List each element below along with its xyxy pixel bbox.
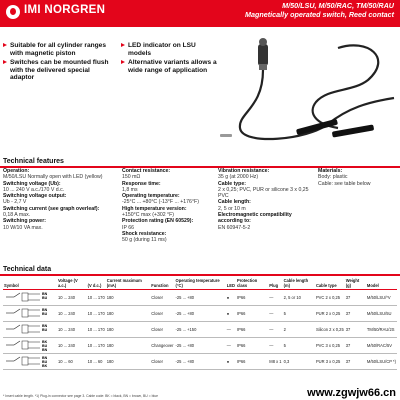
table-cell-model: M/50/RAC/5V <box>366 338 397 354</box>
table-cell-led: ● <box>226 290 236 306</box>
table-cell-vdc: 10 ... 60 <box>87 354 106 370</box>
reed-switch-symbol-icon <box>4 354 54 368</box>
feature-label: Materials: <box>318 168 343 174</box>
table-cell-len: 0,3 <box>283 354 315 370</box>
table-cell-led: — <box>226 322 236 338</box>
table-cell-wt: 37 <box>345 354 366 370</box>
feature-value: Cable: see table below <box>318 180 371 187</box>
feature-value: 35 g (at 2000 Hz) <box>218 174 259 181</box>
features-column-3 <box>218 168 314 231</box>
table-cell-ip: IP66 <box>236 338 268 354</box>
column-header: Current maximum (mA) <box>106 278 150 290</box>
section-divider <box>0 274 400 276</box>
table-cell-type: PUR 3 x 0,25 <box>315 354 345 370</box>
table-row <box>3 354 397 370</box>
table-cell-vac: 10 ... 240 <box>57 322 87 338</box>
table-footnote: * Insert cable length. *1) Plug-in connector see page 3. Cable code: BK = black, BN = brown, BU = blue <box>3 394 159 398</box>
table-cell-vac: 10 ... 240 <box>57 290 87 306</box>
table-cell-temp: -25 ... +80 <box>175 354 226 370</box>
switch-symbol-cell <box>3 322 57 338</box>
column-header: (V d.c.) <box>87 278 106 290</box>
table-cell-model: TM/50/RAU/2S <box>366 322 397 338</box>
table-cell-plug: — <box>268 338 282 354</box>
feature-value: 10 W/10 VA max. <box>3 224 43 231</box>
feature-value: 10 ... 240 V a.c./170 V d.c. <box>3 186 65 193</box>
switch-symbol-cell <box>3 354 57 370</box>
wire-code-label: BN <box>42 348 48 353</box>
norgren-logo-icon <box>6 5 20 19</box>
column-header: Model <box>366 278 397 290</box>
feature-label: Operation: <box>3 168 30 174</box>
title-line-1: M/50/LSU, M/50/RAC, TM/50/RAU <box>282 1 394 10</box>
wire-code-label: BN <box>42 356 48 361</box>
table-cell-func: Closer <box>150 306 174 322</box>
reed-switch-symbol-icon <box>4 322 54 336</box>
table-cell-wt: 37 <box>345 306 366 322</box>
feature-label: Shock resistance: <box>122 230 167 237</box>
table-cell-func: Changeover <box>150 338 174 354</box>
bullet-item: LED indicator on LSU models <box>121 42 219 57</box>
feature-value: +150°C max (+302 °F) <box>122 212 175 219</box>
table-cell-wt: 37 <box>345 290 366 306</box>
feature-value: IP 66 <box>122 224 135 231</box>
table-cell-type: Silicon 2 x 0,25 <box>315 322 345 338</box>
table-cell-wt: 37 <box>345 322 366 338</box>
table-row <box>3 322 397 338</box>
title-line-2: Magnetically operated switch, Reed contact <box>245 10 394 19</box>
table-cell-plug: — <box>268 290 282 306</box>
bullet-item: Suitable for all cylinder ranges with magnetic piston <box>3 42 115 57</box>
features-column-4 <box>318 168 398 187</box>
header-bar <box>0 0 400 27</box>
column-header: Cable type <box>315 278 345 290</box>
table-cell-plug: M8 x 1 <box>268 354 282 370</box>
column-header: Symbol <box>3 278 57 290</box>
table-cell-plug: — <box>268 322 282 338</box>
feature-value: 2, 5 or 10 m <box>218 205 246 212</box>
reed-switch-symbol-icon <box>4 338 54 352</box>
feature-value: 150 mΩ <box>122 174 141 181</box>
table-cell-len: 2 <box>283 322 315 338</box>
feature-label: Protection rating (EN 60529): <box>122 218 194 225</box>
table-cell-type: PVC 2 x 0,25 <box>315 290 345 306</box>
table-cell-led: — <box>226 338 236 354</box>
column-header: Weight (g) <box>345 278 366 290</box>
adaptor-icon <box>220 134 232 137</box>
table-cell-model: M/50/LSU/5U <box>366 306 397 322</box>
feature-bullets-left <box>3 42 115 84</box>
table-cell-cur: 180 <box>106 338 150 354</box>
table-cell-ip: IP66 <box>236 322 268 338</box>
brand-name: IMI NORGREN <box>24 4 106 16</box>
feature-value: EN 60947-5-2 <box>218 224 251 231</box>
table-cell-led: ● <box>226 306 236 322</box>
wire-code-label: BN <box>42 292 48 297</box>
table-cell-cur: 180 <box>106 322 150 338</box>
features-column-1 <box>3 168 103 231</box>
bullet-item: Alternative variants allows a wide range of application <box>121 59 219 74</box>
table-cell-func: Closer <box>150 354 174 370</box>
table-cell-cur: 180 <box>106 306 150 322</box>
column-header: Protection class <box>236 278 268 290</box>
column-header: LED <box>226 278 236 290</box>
table-cell-func: Closer <box>150 290 174 306</box>
feature-bullets-right <box>121 42 219 76</box>
wire-code-label: BN <box>42 308 48 313</box>
feature-label: Cable length: <box>218 199 251 206</box>
table-row <box>3 290 397 306</box>
reed-switch-symbol-icon <box>4 290 54 304</box>
table-cell-temp: -25 ... +80 <box>175 338 226 354</box>
reed-switch-product-image <box>218 28 400 158</box>
feature-value: 1,8 ms <box>122 186 138 193</box>
wire-code-label: BU <box>42 360 48 365</box>
wire-code-label: BU <box>42 296 48 301</box>
table-cell-ip: IP66 <box>236 354 268 370</box>
features-column-2 <box>122 168 216 244</box>
table-cell-temp: -25 ... +150 <box>175 322 226 338</box>
feature-label: Contact resistance: <box>122 168 171 174</box>
table-cell-func: Closer <box>150 322 174 338</box>
feature-value: Body: plastic <box>318 174 348 181</box>
feature-label: High temperature version: <box>122 205 187 212</box>
feature-label: Cable type: <box>218 180 246 187</box>
table-cell-plug: — <box>268 306 282 322</box>
table-cell-len: 5 <box>283 306 315 322</box>
table-cell-len: 5 <box>283 338 315 354</box>
table-cell-model: M/50/LSU/*V <box>366 290 397 306</box>
bullet-item: Switches can be mounted flush with the delivered special adaptor <box>3 59 115 82</box>
wire-code-label: BU <box>42 344 48 349</box>
feature-label: Switching power: <box>3 218 46 225</box>
table-cell-cur: 180 <box>106 354 150 370</box>
table-cell-model: M/50/LSU/CP *) <box>366 354 397 370</box>
watermark: www.zgwjw66.cn <box>307 387 396 399</box>
table-cell-len: 2, 5 or 10 <box>283 290 315 306</box>
table-cell-vdc: 10 ... 170 <box>87 290 106 306</box>
technical-features-heading: Technical features <box>3 158 64 165</box>
table-cell-vac: 10 ... 240 <box>57 306 87 322</box>
table-cell-vdc: 10 ... 170 <box>87 322 106 338</box>
m8-connector-icon <box>258 38 268 70</box>
feature-value: 0,18 A max. <box>3 212 31 219</box>
technical-data-table <box>3 278 397 370</box>
table-row <box>3 306 397 322</box>
feature-label: Switching voltage (Ub): <box>3 180 61 187</box>
feature-label: Vibration resistance: <box>218 168 270 174</box>
wire-code-label: BN <box>42 324 48 329</box>
table-cell-vdc: 10 ... 170 <box>87 306 106 322</box>
switch-symbol-cell <box>3 290 57 306</box>
wire-code-label: BK <box>42 364 48 369</box>
feature-label: Electromagnetic compatibility according to: <box>218 212 292 225</box>
feature-value: 50 g (during 11 ms) <box>122 237 167 244</box>
switch-symbol-cell <box>3 306 57 322</box>
technical-data-heading: Technical data <box>3 266 52 273</box>
table-cell-ip: IP66 <box>236 290 268 306</box>
table-cell-cur: 180 <box>106 290 150 306</box>
feature-value: M/50/LSU Normally open with LED (yellow) <box>3 174 103 181</box>
column-header: Function <box>150 278 174 290</box>
feature-label: Switching current (see graph overleaf): <box>3 205 100 212</box>
feature-value: 2 x 0,25; PVC, PUR or silicone 3 x 0,25 PVC <box>218 186 309 200</box>
wire-code-label: BU <box>42 328 48 333</box>
table-cell-temp: -25 ... +80 <box>175 290 226 306</box>
table-cell-vac: 10 ... 240 <box>57 338 87 354</box>
table-cell-vac: 10 ... 60 <box>57 354 87 370</box>
reed-switch-symbol-icon <box>4 306 54 320</box>
table-cell-led: ● <box>226 354 236 370</box>
table-cell-vdc: 10 ... 170 <box>87 338 106 354</box>
column-header: Voltage (V a.c.) <box>57 278 87 290</box>
table-row <box>3 338 397 354</box>
table-header-row <box>3 278 397 290</box>
table-cell-temp: -25 ... +80 <box>175 306 226 322</box>
table-cell-type: PVC 3 x 0,25 <box>315 338 345 354</box>
feature-value: Ub - 2,7 V <box>3 199 27 206</box>
product-title <box>245 1 394 19</box>
feature-label: Response time: <box>122 180 161 187</box>
wire-code-label: BU <box>42 312 48 317</box>
wire-code-label: BK <box>42 340 48 345</box>
table-cell-ip: IP66 <box>236 306 268 322</box>
feature-value: -25°C ... +80°C (-13°F ... +176°F) <box>122 199 199 206</box>
switch-symbol-cell <box>3 338 57 354</box>
column-header: Plug <box>268 278 282 290</box>
column-header: Operating temperature (°C) <box>175 278 226 290</box>
column-header: Cable length (m) <box>283 278 315 290</box>
table-cell-type: PUR 2 x 0,25 <box>315 306 345 322</box>
feature-label: Switching voltage output: <box>3 193 67 200</box>
table-cell-wt: 37 <box>345 338 366 354</box>
feature-label: Operating temperature: <box>122 193 180 200</box>
